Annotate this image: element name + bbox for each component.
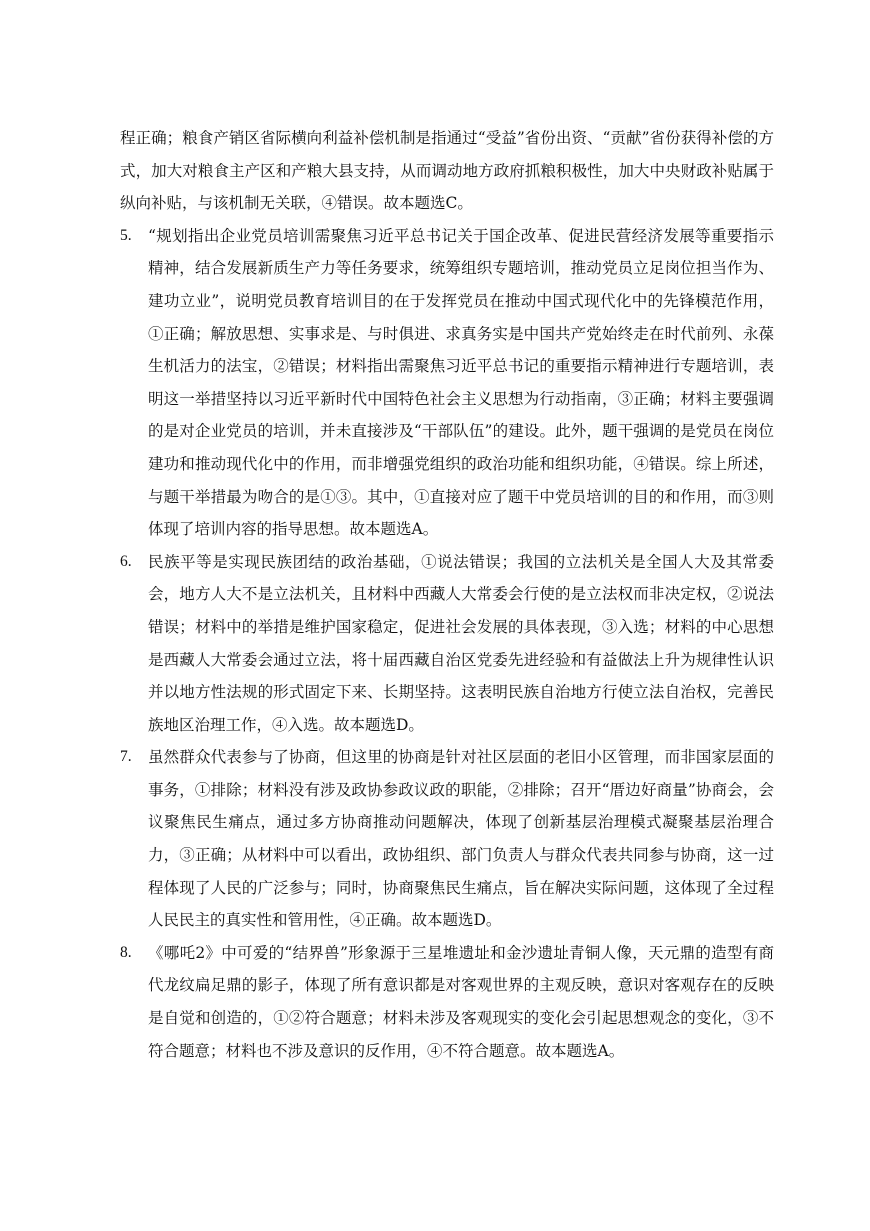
- item-text: 虽然群众代表参与了协商，但这里的协商是针对社区层面的老旧小区管理，而非国家层面的事务，①排除；材料没有涉及政协参政议政的职能，②排除；召开“厝边好商量”协商会，会议聚焦民生痛点，通过多方协商推动问题解决，体现了创新基层治理模式凝聚基层治理合力，③正确；从材料中可以看出，政协组织、部门负责人与群众代表共同参与协商，这一过程体现了人民的广泛参与；同时，协商聚焦民生痛点，旨在解决实际问题，这体现了全过程人民民主的真实性和管用性，④正确。故本题选D。: [148, 748, 774, 930]
- answer-item-8: [120, 937, 774, 1067]
- continued-paragraph: 程正确；粮食产销区省际横向利益补偿机制是指通过“受益”省份出资、“贡献”省份获得补偿的方式，加大对粮食主产区和产粮大县支持，从而调动地方政府抓粮积极性，加大中央财政补贴属于纵向补贴，与该机制无关联，④错误。故本题选C。: [120, 129, 774, 213]
- item-number: 8.: [120, 943, 132, 961]
- answer-item-5: [120, 220, 774, 546]
- item-number: 6.: [120, 552, 132, 570]
- answer-item-7: [120, 741, 774, 937]
- item-number: 5.: [120, 226, 132, 244]
- item-text: 《哪吒2》中可爱的“结界兽”形象源于三星堆遗址和金沙遗址青铜人像，天元鼎的造型有商代龙纹扁足鼎的影子，体现了所有意识都是对客观世界的主观反映，意识对客观存在的反映是自觉和创造的，①②符合题意；材料未涉及客观现实的变化会引起思想观念的变化，③不符合题意；材料也不涉及意识的反作用，④不符合题意。故本题选A。: [148, 943, 774, 1060]
- answer-explanations: [120, 122, 774, 1067]
- item-text: “规划指出企业党员培训需聚焦习近平总书记关于国企改革、促进民营经济发展等重要指示精神，结合发展新质生产力等任务要求，统筹组织专题培训，推动党员立足岗位担当作为、建功立业”，说明党员教育培训目的在于发挥党员在推动中国式现代化中的先锋模范作用，①正确；解放思想、实事求是、与时俱进、求真务实是中国共产党始终走在时代前列、永葆生机活力的法宝，②错误；材料指出需聚焦习近平总书记的重要指示精神进行专题培训，表明这一举措坚持以习近平新时代中国特色社会主义思想为行动指南，③正确；材料主要强调的是对企业党员的培训，并未直接涉及“干部队伍”的建设。此外，题干强调的是党员在岗位建功和推动现代化中的作用，而非增强党组织的政治功能和组织功能，④错误。综上所述，与题干举措最为吻合的是①③。其中，①直接对应了题干中党员培训的目的和作用，而③则体现了培训内容的指导思想。故本题选A。: [148, 226, 774, 539]
- answer-item-6: [120, 546, 774, 742]
- item-number: 7.: [120, 748, 132, 766]
- item-text: 民族平等是实现民族团结的政治基础，①说法错误；我国的立法机关是全国人大及其常委会，地方人大不是立法机关，且材料中西藏人大常委会行使的是立法权而非决定权，②说法错误；材料中的举措是维护国家稳定，促进社会发展的具体表现，③入选；材料的中心思想是西藏人大常委会通过立法，将十届西藏自治区党委先进经验和有益做法上升为规律性认识并以地方性法规的形式固定下来、长期坚持。这表明民族自治地方行使立法自治权，完善民族地区治理工作，④入选。故本题选D。: [148, 552, 774, 734]
